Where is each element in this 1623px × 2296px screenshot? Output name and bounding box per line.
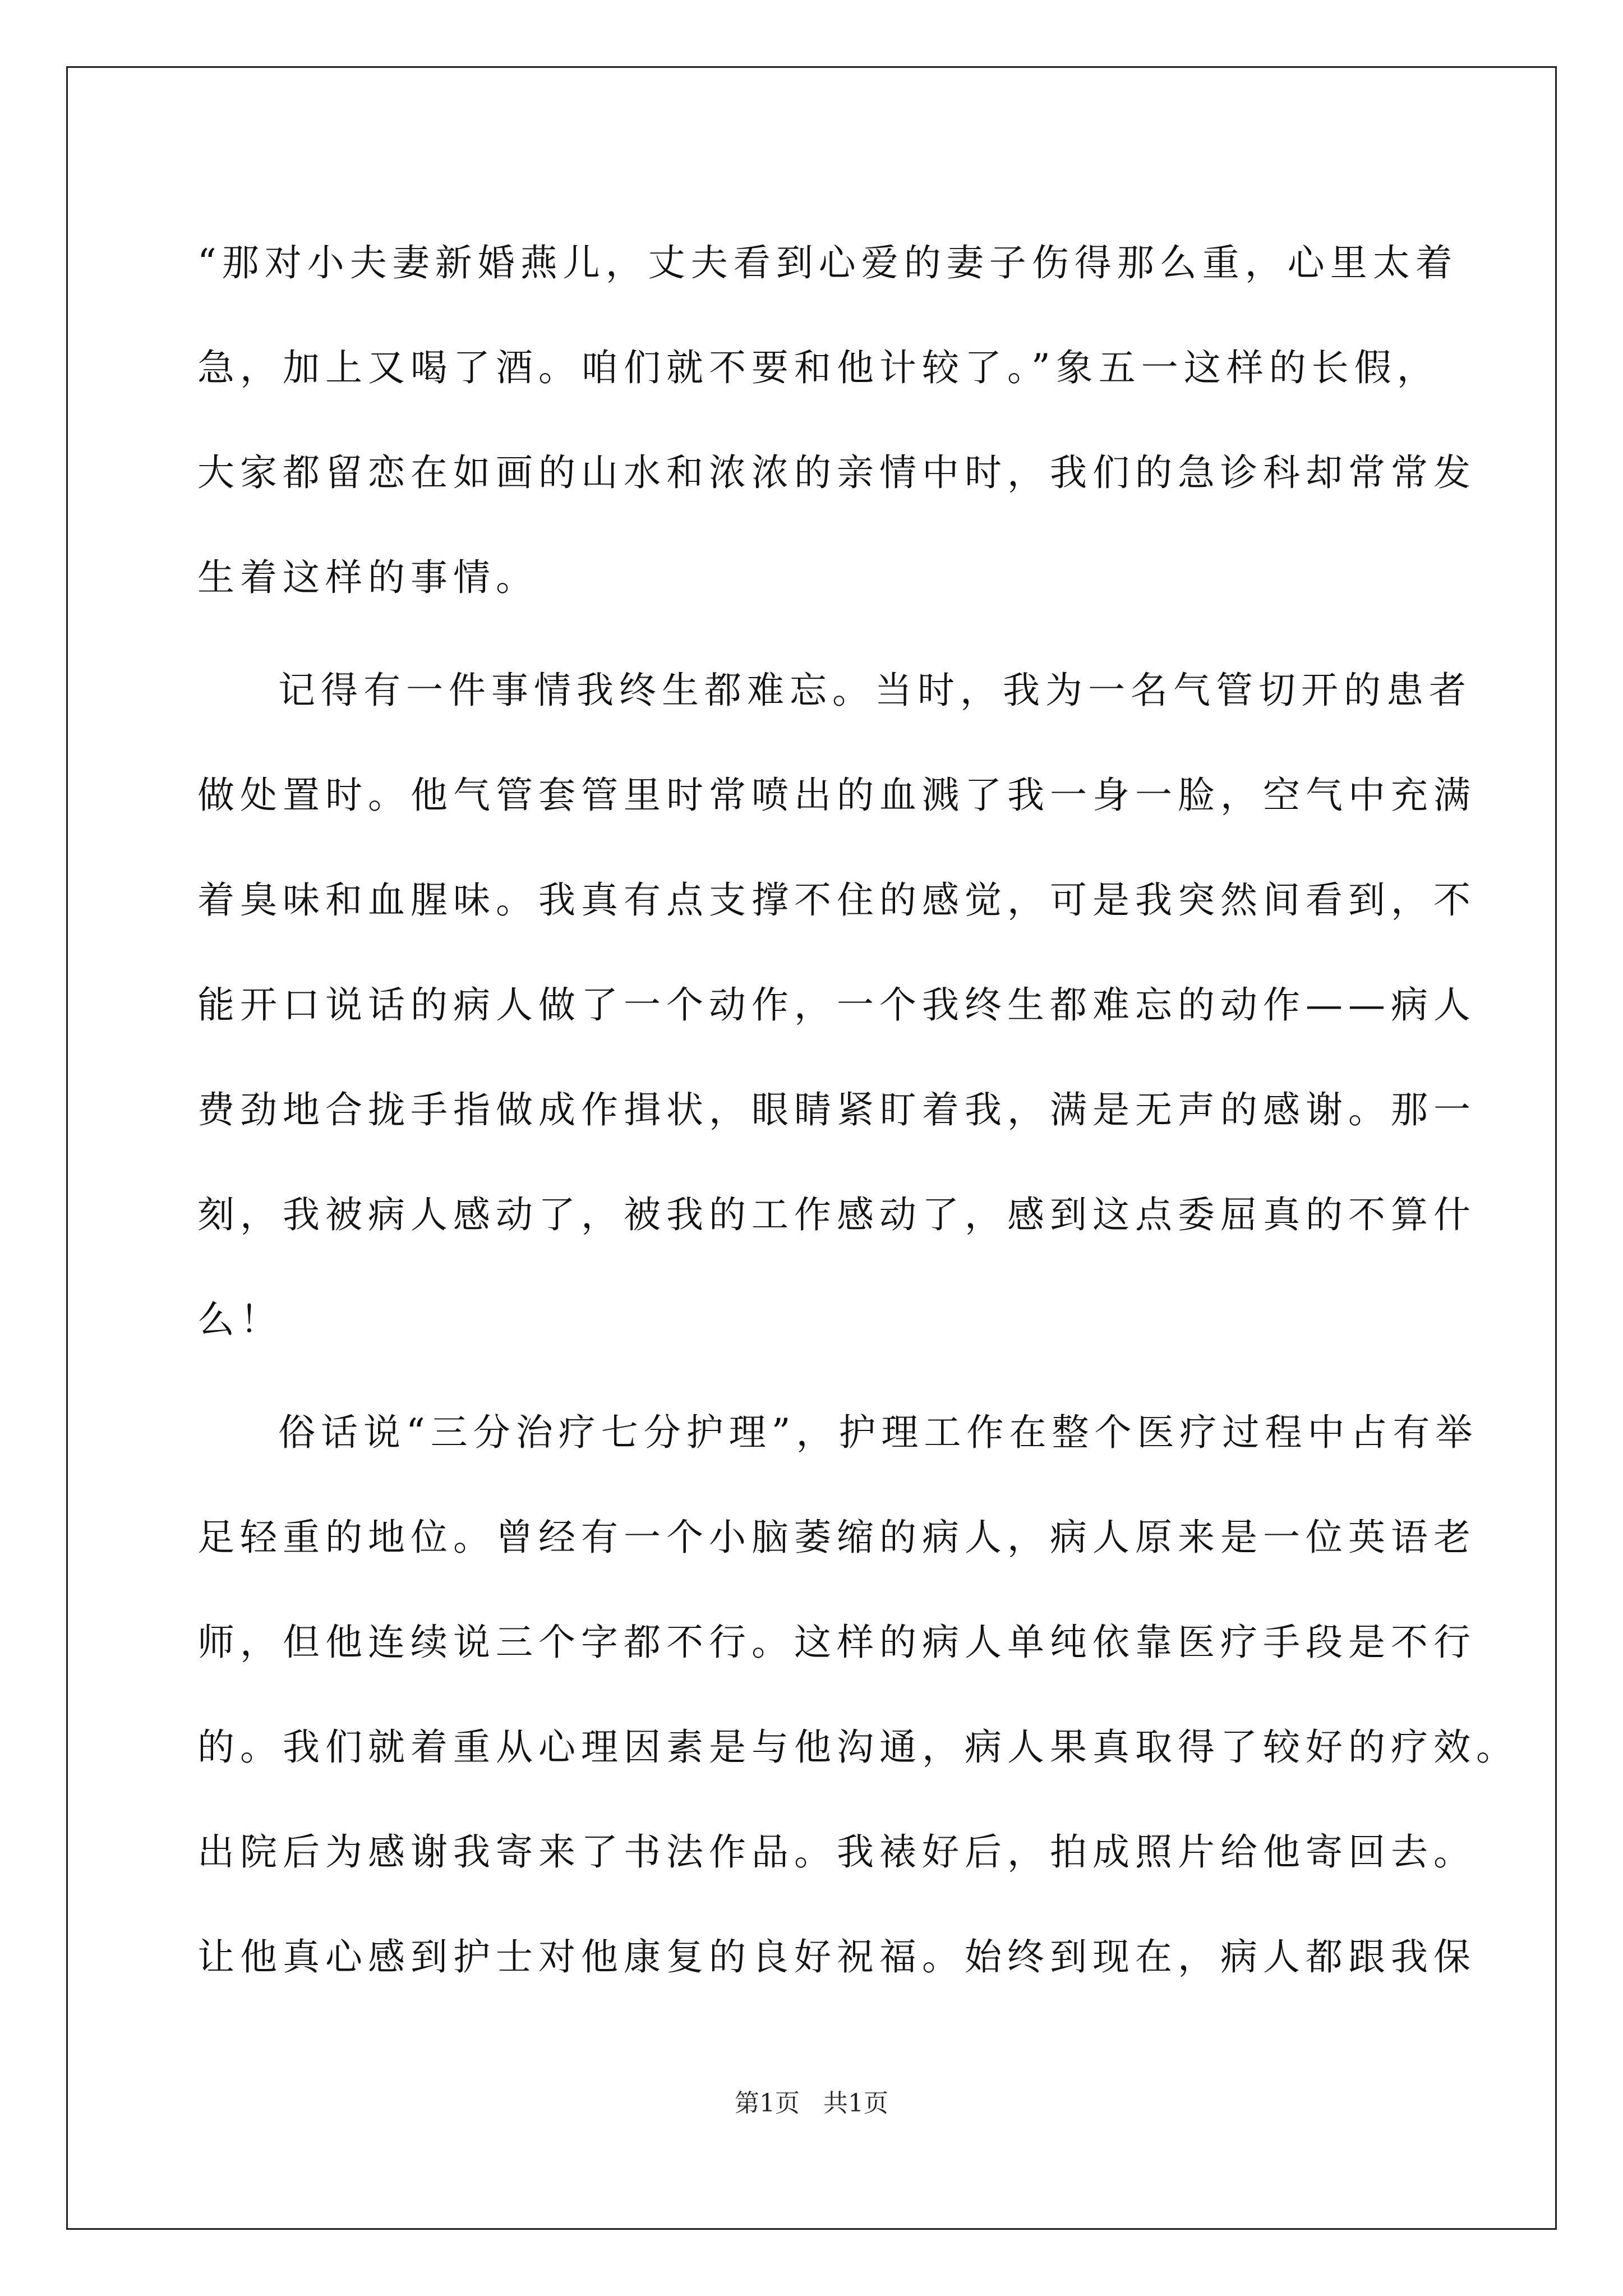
- text-line: 师，但他连续说三个字都不行。这样的病人单纯依靠医疗手段是不行: [197, 1621, 1476, 1664]
- text-line: 费劲地合拢手指做成作揖状，眼睛紧盯着我，满是无声的感谢。那一: [197, 1088, 1476, 1131]
- page-footer: 第1页 共1页: [735, 2089, 888, 2118]
- text-line: “那对小夫妻新婚燕儿，丈夫看到心爱的妻子伤得那么重，心里太着: [197, 241, 1458, 284]
- text-line: 着臭味和血腥味。我真有点支撑不住的感觉，可是我突然间看到，不: [197, 878, 1476, 922]
- text-line: 生着这样的事情。: [197, 556, 538, 599]
- text-line: 做处置时。他气管套管里时常喷出的血溅了我一身一脸，空气中充满: [197, 774, 1476, 817]
- text-line: 俗话说“三分治疗七分护理”，护理工作在整个医疗过程中占有举: [278, 1411, 1478, 1454]
- text-line: 么！: [197, 1298, 283, 1341]
- text-line: 记得有一件事情我终生都难忘。当时，我为一名气管切开的患者: [278, 669, 1472, 712]
- text-line: 急，加上又喝了酒。咱们就不要和他计较了。”象五一这样的长假，: [197, 346, 1440, 389]
- text-line: 出院后为感谢我寄来了书法作品。我裱好后，拍成照片给他寄回去。: [197, 1830, 1476, 1874]
- text-line: 刻，我被病人感动了，被我的工作感动了，感到这点委屈真的不算什: [197, 1193, 1476, 1236]
- text-line: 大家都留恋在如画的山水和浓浓的亲情中时，我们的急诊科却常常发: [197, 451, 1476, 494]
- document-body: [197, 210, 1519, 2009]
- text-line: 足轻重的地位。曾经有一个小脑萎缩的病人，病人原来是一位英语老: [197, 1516, 1476, 1559]
- text-line: 的。我们就着重从心理因素是与他沟通，病人果真取得了较好的疗效。: [197, 1726, 1519, 1769]
- text-line: 让他真心感到护士对他康复的良好祝福。始终到现在，病人都跟我保: [197, 1935, 1476, 1978]
- text-line: 能开口说话的病人做了一个动作，一个我终生都难忘的动作——病人: [197, 983, 1476, 1027]
